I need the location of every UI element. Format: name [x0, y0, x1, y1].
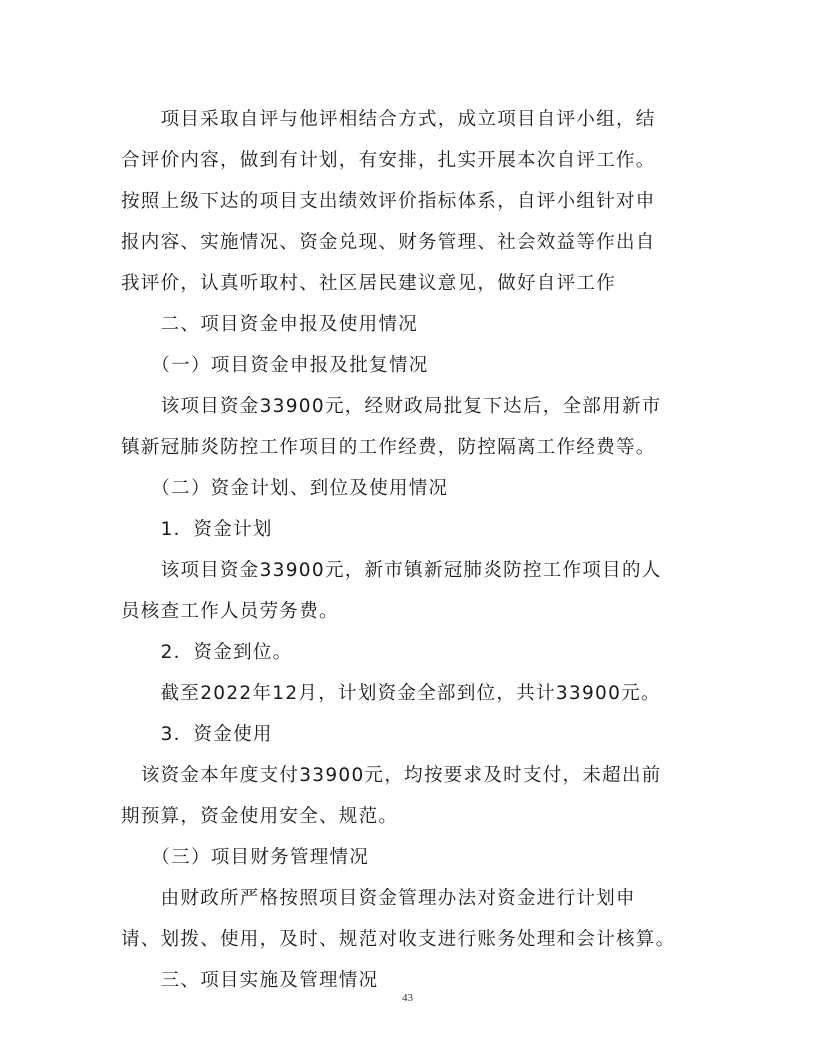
- paragraph-line: 该项目资金33900元，新市镇新冠肺炎防控工作项目的人: [121, 560, 662, 581]
- paragraph-line: 期预算，资金使用安全、规范。: [121, 806, 399, 827]
- subsection-heading: （三）项目财务管理情况: [121, 847, 370, 868]
- paragraph-line: 请、划拨、使用，及时、规范对收支进行账务处理和会计核算。: [121, 929, 676, 950]
- paragraph-line: 该项目资金33900元，经财政局批复下达后，全部用新市: [121, 396, 662, 417]
- paragraph-line: 项目采取自评与他评相结合方式，成立项目自评小组，结: [121, 109, 656, 130]
- paragraph-line: 由财政所严格按照项目资金管理办法对资金进行计划申: [121, 888, 636, 909]
- page-number: 43: [402, 992, 413, 1004]
- subsection-heading: （一）项目资金申报及批复情况: [121, 355, 429, 376]
- paragraph-line: 按照上级下达的项目支出绩效评价指标体系，自评小组针对申: [121, 191, 656, 212]
- paragraph-line: 员核查工作人员劳务费。: [121, 601, 339, 622]
- paragraph-line: 截至2022年12月，计划资金全部到位，共计33900元。: [121, 683, 661, 704]
- subsection-heading: （二）资金计划、到位及使用情况: [121, 478, 449, 499]
- section-heading: 二、项目资金申报及使用情况: [121, 314, 419, 335]
- section-heading: 三、项目实施及管理情况: [121, 970, 379, 991]
- paragraph-line: 镇新冠肺炎防控工作项目的工作经费，防控隔离工作经费等。: [121, 437, 656, 458]
- item-heading: 2．资金到位。: [121, 642, 293, 663]
- item-heading: 3．资金使用: [121, 724, 273, 745]
- item-heading: 1．资金计划: [121, 519, 273, 540]
- paragraph-line: 报内容、实施情况、资金兑现、财务管理、社会效益等作出自: [121, 232, 656, 253]
- paragraph-line: 合评价内容，做到有计划，有安排，扎实开展本次自评工作。: [121, 150, 656, 171]
- paragraph-line: 该资金本年度支付33900元，均按要求及时支付，未超出前: [121, 765, 662, 786]
- paragraph-line: 我评价，认真听取村、社区居民建议意见，做好自评工作: [121, 273, 617, 294]
